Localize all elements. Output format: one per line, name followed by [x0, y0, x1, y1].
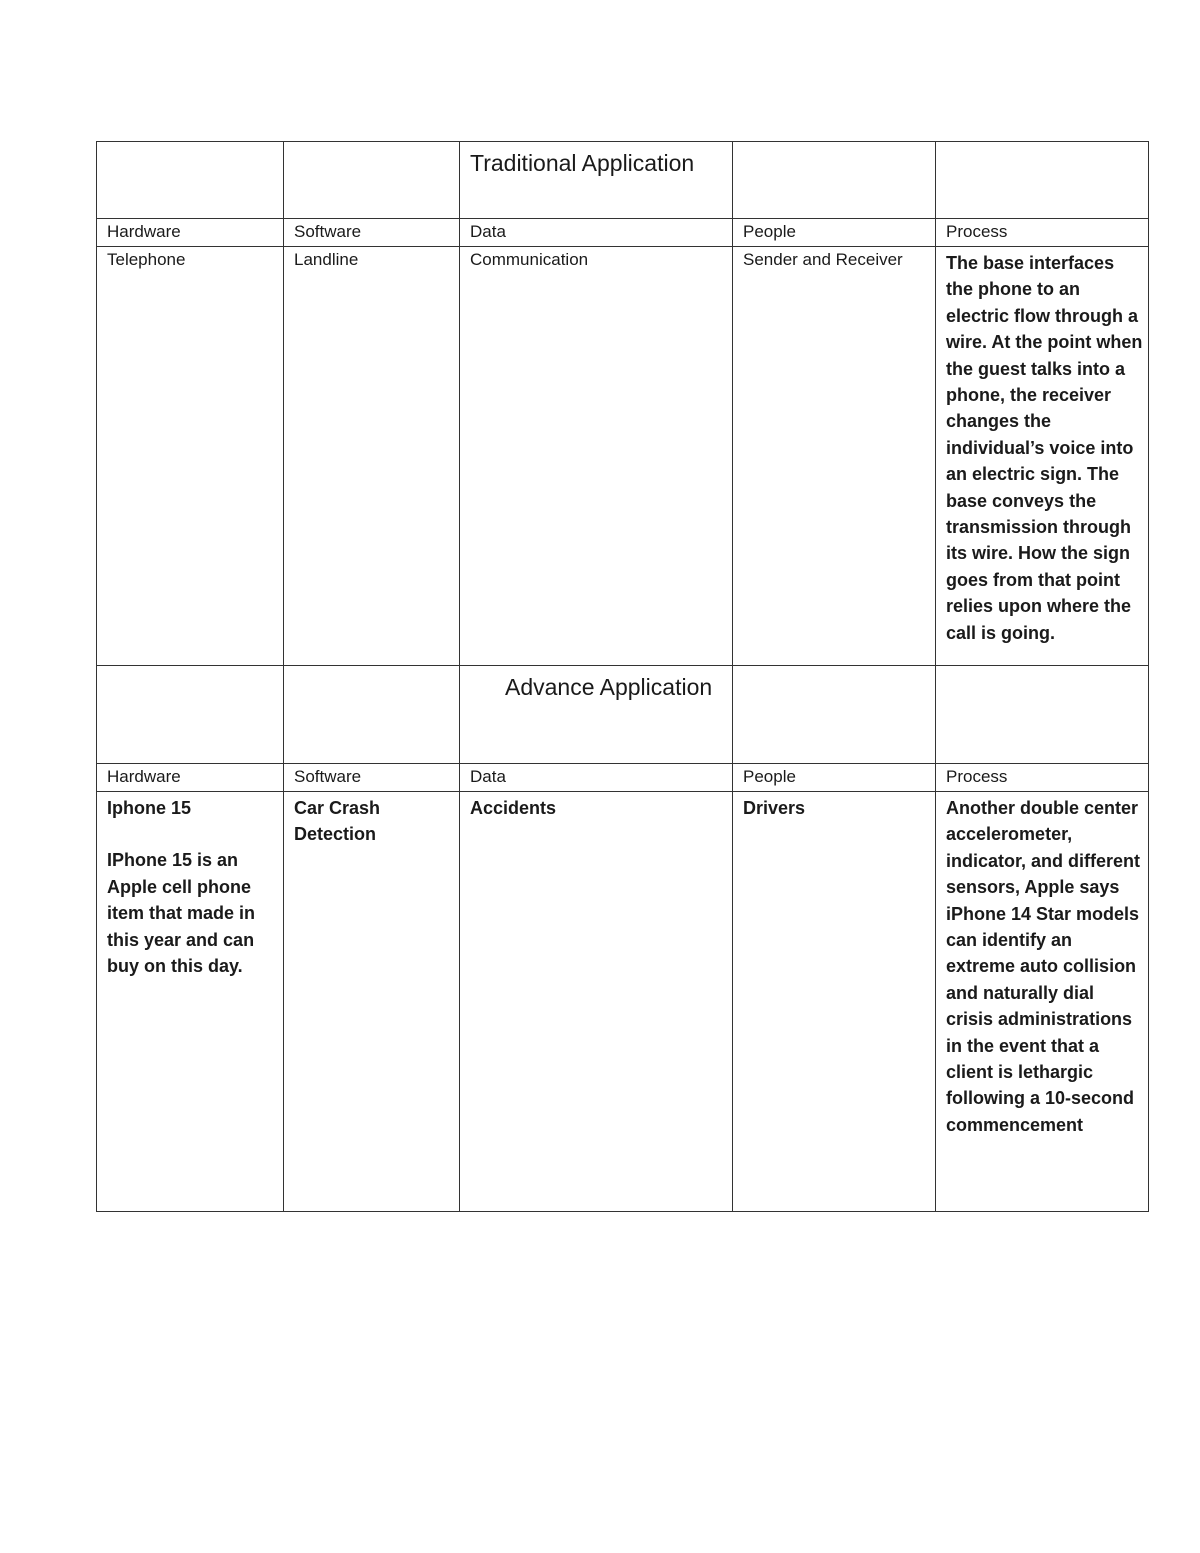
header-process: Process — [936, 219, 1149, 247]
empty-cell — [733, 666, 936, 764]
advance-software-cell — [284, 792, 460, 1212]
empty-cell — [97, 142, 284, 219]
header-software: Software — [284, 764, 460, 792]
header-people: People — [733, 219, 936, 247]
header-data: Data — [460, 219, 733, 247]
traditional-data-cell: Communication — [460, 247, 733, 666]
advance-application-title: Advance Application — [505, 674, 713, 700]
traditional-title-row — [97, 142, 1149, 219]
advance-people-text: Drivers — [743, 798, 806, 818]
traditional-header-row — [97, 219, 1149, 247]
empty-cell — [284, 142, 460, 219]
header-hardware: Hardware — [97, 219, 284, 247]
header-software: Software — [284, 219, 460, 247]
advance-software-text: Car Crash Detection — [294, 798, 381, 845]
traditional-application-title: Traditional Application — [470, 150, 695, 176]
traditional-hardware-cell: Telephone — [97, 247, 284, 666]
advance-hardware-cell — [97, 792, 284, 1212]
advance-data-text: Accidents — [470, 798, 557, 818]
empty-cell — [936, 666, 1149, 764]
header-data: Data — [460, 764, 733, 792]
advance-title-cell — [460, 666, 733, 764]
advance-data-cell — [460, 792, 733, 1212]
advance-process-cell — [936, 792, 1149, 1212]
header-process: Process — [936, 764, 1149, 792]
traditional-process-text: The base interfaces the phone to an electric flow through a wire. At the point when the guest talks into a phone, the receiver changes the individual’s voice into an electric sign. The base conveys the transmission through its wire. How the sign goes from that point relies upon where the call is going. — [946, 253, 1143, 643]
advance-title-row — [97, 666, 1149, 764]
traditional-title-cell — [460, 142, 733, 219]
spacer — [107, 821, 273, 847]
traditional-content-row — [97, 247, 1149, 666]
advance-hardware-desc: IPhone 15 is an Apple cell phone item that made in this year and can buy on this day. — [107, 850, 256, 977]
advance-people-cell — [733, 792, 936, 1212]
traditional-process-cell — [936, 247, 1149, 666]
advance-hardware-title: Iphone 15 — [107, 798, 192, 818]
header-people: People — [733, 764, 936, 792]
empty-cell — [936, 142, 1149, 219]
empty-cell — [284, 666, 460, 764]
traditional-software-cell: Landline — [284, 247, 460, 666]
advance-header-row — [97, 764, 1149, 792]
advance-content-row — [97, 792, 1149, 1212]
application-comparison-table — [96, 141, 1149, 1212]
header-hardware: Hardware — [97, 764, 284, 792]
empty-cell — [733, 142, 936, 219]
advance-process-text: Another double center accelerometer, indicator, and different sensors, Apple says iPhone 14 Star models can identify an extreme auto collision and naturally dial crisis administrations in the event that a client is lethargic following a 10-second commencement — [946, 798, 1141, 1135]
empty-cell — [97, 666, 284, 764]
traditional-people-cell: Sender and Receiver — [733, 247, 936, 666]
